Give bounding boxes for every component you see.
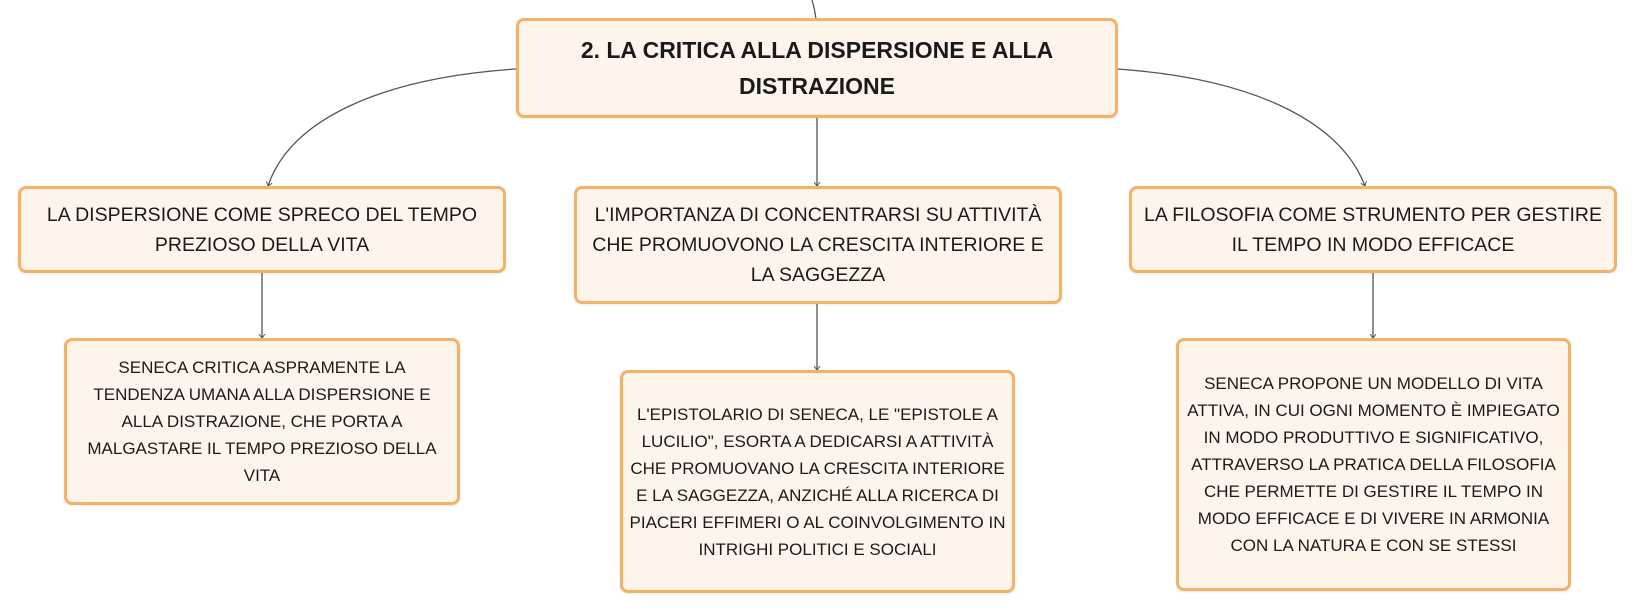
connector-root-to-branch-1: [268, 69, 516, 186]
leaf-node-epistolario[interactable]: [620, 370, 1015, 593]
leaf-node-label: SENECA PROPONE UN MODELLO DI VITA ATTIVA, IN CUI OGNI MOMENTO È IMPIEGATO IN MODO PRODUTTIVO E SIGNIFICATIVO, ATTRAVERSO LA PRATICA DELLA FILOSOFIA CHE PERMETTE DI GESTIRE IL TEMPO IN MODO EFFICACE E DI VIVERE IN ARMONIA CON LA NATURA E CON SE STESSI: [1187, 374, 1560, 555]
root-node-label: 2. LA CRITICA ALLA DISPERSIONE E ALLA DISTRAZIONE: [580, 37, 1054, 99]
connector-root-to-branch-3: [1117, 69, 1365, 186]
branch-node-label: LA FILOSOFIA COME STRUMENTO PER GESTIRE IL TEMPO IN MODO EFFICACE: [1144, 203, 1602, 256]
branch-node-label: LA DISPERSIONE COME SPRECO DEL TEMPO PREZIOSO DELLA VITA: [46, 203, 478, 256]
branch-node-concentration[interactable]: [574, 186, 1062, 304]
connector-parent-to-root: [812, 0, 816, 20]
leaf-node-active-life[interactable]: [1176, 338, 1571, 591]
branch-node-dispersion[interactable]: [18, 186, 506, 273]
branch-node-label: L'IMPORTANZA DI CONCENTRARSI SU ATTIVITÀ CHE PROMUOVONO LA CRESCITA INTERIORE E LA SAGGEZZA: [592, 204, 1044, 286]
leaf-node-label: SENECA CRITICA ASPRAMENTE LA TENDENZA UMANA ALLA DISPERSIONE E ALLA DISTRAZIONE, CHE PORTA A MALGASTARE IL TEMPO PREZIOSO DELLA VITA: [87, 358, 437, 485]
root-node[interactable]: [516, 18, 1118, 118]
leaf-node-seneca-critique[interactable]: [64, 338, 460, 505]
leaf-node-label: L'EPISTOLARIO DI SENECA, LE "EPISTOLE A LUCILIO", ESORTA A DEDICARSI A ATTIVITÀ CHE PROMUOVANO LA CRESCITA INTERIORE E LA SAGGEZZA, ANZICHÉ ALLA RICERCA DI PIACERI EFFIMERI O AL COINVOLGIMENTO IN INTRIGHI POLITICI E SOCIALI: [629, 404, 1006, 559]
branch-node-philosophy[interactable]: [1129, 186, 1617, 273]
